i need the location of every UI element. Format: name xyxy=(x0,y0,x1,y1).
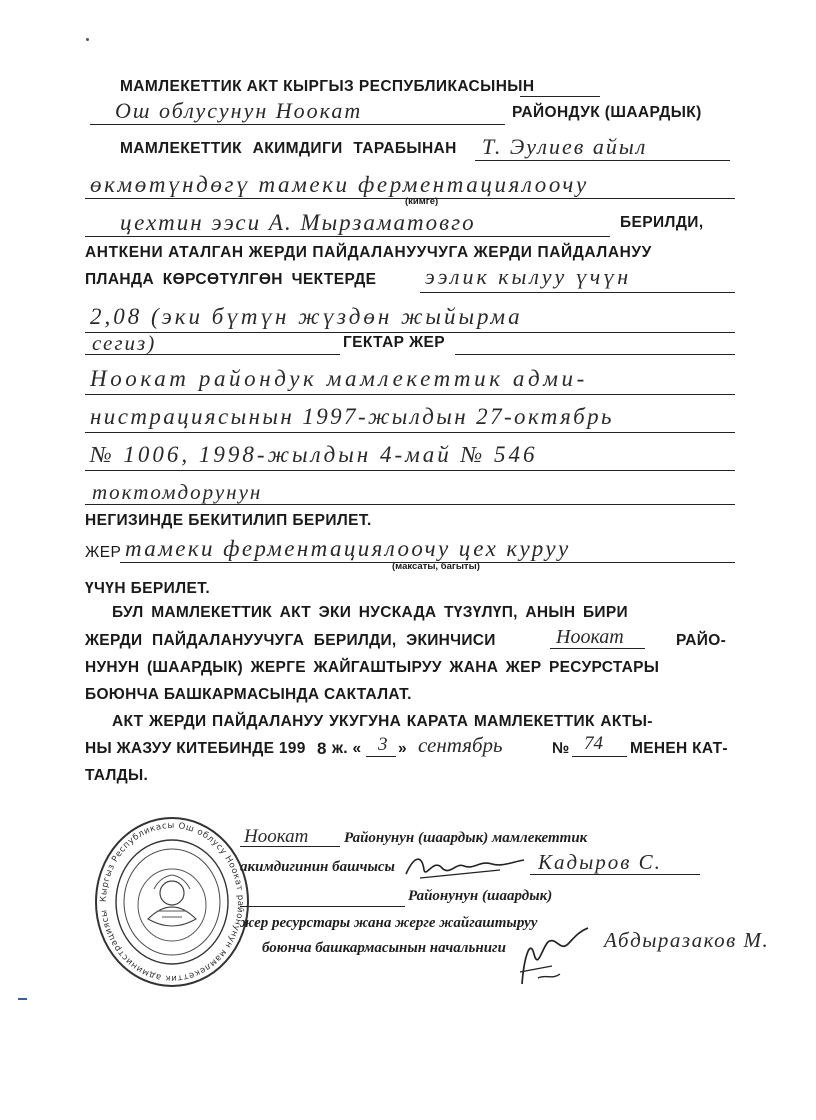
recipient-line2-underline xyxy=(85,236,610,237)
copies-line2a: ЖЕРДИ ПАЙДАЛАНУУЧУГА БЕРИЛДИ, ЭКИНЧИСИ xyxy=(85,632,496,649)
region-underline xyxy=(90,124,505,125)
registration-month-handwritten: сентябрь xyxy=(418,733,503,757)
sig1-handwritten-district: Ноокат xyxy=(244,826,309,847)
svg-text:Кыргыз Республикасы Ош облусу: Кыргыз Республикасы Ош облусу Ноокат районунун мамлекеттик администрациясы xyxy=(98,820,246,984)
sig3-underline xyxy=(240,906,405,907)
registration-day-handwritten: 3 xyxy=(378,734,388,755)
basis-label: НЕГИЗИНДЕ БЕКИТИЛИП БЕРИЛЕТ. xyxy=(85,512,372,529)
land-use-suffix: ҮЧҮН БЕРИЛЕТ. xyxy=(85,580,211,597)
scan-mark-left xyxy=(18,998,27,1000)
copies-line2b: РАЙО- xyxy=(676,632,727,649)
area-handwritten-line1: 2,08 (эки бүтүн жүздөн жыйырма xyxy=(90,304,523,329)
act-title: МАМЛЕКЕТТИК АКТ КЫРГЫЗ РЕСПУБЛИКАСЫНЫН xyxy=(120,78,535,95)
registration-line2b: ж. « xyxy=(332,740,362,757)
hectare-underline xyxy=(455,354,735,355)
land-use-prefix: ЖЕР xyxy=(85,544,122,561)
area-handwritten-line2: сегиз) xyxy=(92,331,157,355)
sig2-underline xyxy=(530,874,700,875)
title-underline xyxy=(520,96,600,97)
purpose-handwritten: ээлик кылуу үчүн xyxy=(425,264,632,289)
sig4-text: жер ресурстары жана жерге жайгаштыруу xyxy=(240,915,538,931)
official-seal xyxy=(92,815,252,990)
chief-signature xyxy=(512,918,602,990)
copies-handwritten-district: Ноокат xyxy=(556,626,624,648)
to-whom-caption: (кимге) xyxy=(405,196,439,207)
region-handwritten: Ош облусунун Ноокат xyxy=(115,98,363,123)
scan-mark-top xyxy=(86,38,89,41)
land-use-handwritten: тамеки ферментациялоочу цех куруу xyxy=(125,536,571,561)
registration-line2d: № xyxy=(552,740,570,757)
sig3-text: Районунун (шаардык) xyxy=(408,888,553,904)
registration-day-underline xyxy=(366,756,396,757)
basis-underline-1 xyxy=(85,394,735,395)
registration-year-digit: 8 xyxy=(317,739,327,758)
basis-underline-2 xyxy=(85,432,735,433)
sig5-name-handwritten: Абдыразаков М. xyxy=(604,928,770,952)
registration-number-underline xyxy=(572,756,627,757)
sig2-name-handwritten: Кадыров С. xyxy=(538,850,662,874)
akim-underline xyxy=(475,160,730,161)
area-underline-2 xyxy=(85,354,340,355)
purpose-text-line1: АНТКЕНИ АТАЛГАН ЖЕРДИ ПАЙДАЛАНУУЧУГА ЖЕРДИ ПАЙДАЛАНУУ xyxy=(85,244,652,261)
basis-handwritten-line3: № 1006, 1998-жылдын 4-май № 546 xyxy=(90,442,538,467)
copies-line1: БУЛ МАМЛЕКЕТТИК АКТ ЭКИ НУСКАДА ТҮЗҮЛҮП, АНЫН БИРИ xyxy=(112,604,628,621)
copies-line4: БОЮНЧА БАШКАРМАСЫНДА САКТАЛАТ. xyxy=(85,686,412,703)
copies-line3: НУНУН (ШААРДЫК) ЖЕРГЕ ЖАЙГАШТЫРУУ ЖАНА ЖЕР РЕСУРСТАРЫ xyxy=(85,659,660,676)
akim-handwritten: Т. Эулиев айыл xyxy=(482,134,648,159)
purpose-underline xyxy=(420,292,735,293)
basis-handwritten-line1: Ноокат райондук мамлекеттик адми- xyxy=(90,366,588,391)
land-use-caption: (максаты, багыты) xyxy=(392,561,480,572)
registration-line3: ТАЛДЫ. xyxy=(85,767,149,784)
basis-handwritten-line4: токтомдорунун xyxy=(92,480,263,504)
sig1-text: Районунун (шаардык) мамлекеттик xyxy=(344,830,588,846)
hectare-label: ГЕКТАР ЖЕР xyxy=(343,334,445,351)
area-underline-1 xyxy=(85,332,735,333)
registration-number-handwritten: 74 xyxy=(584,733,603,754)
region-label: РАЙОНДУК (ШААРДЫК) xyxy=(512,104,702,121)
sig5-text: боюнча башкармасынын начальниги xyxy=(262,940,506,956)
basis-handwritten-line2: нистрациясынын 1997-жылдын 27-октябрь xyxy=(90,404,614,429)
recipient-line2-handwritten: цехтин ээси А. Мырзаматовго xyxy=(120,210,476,235)
akim-label: МАМЛЕКЕТТИК АКИМДИГИ ТАРАБЫНАН xyxy=(120,140,457,157)
akim-signature xyxy=(400,848,530,884)
basis-underline-3 xyxy=(85,470,735,471)
sig2-text: акимдигинин башчысы xyxy=(240,859,395,875)
registration-line2e: МЕНЕН КАТ- xyxy=(630,740,728,757)
purpose-text-line2: ПЛАНДА КӨРСӨТҮЛГӨН ЧЕКТЕРДЕ xyxy=(85,271,377,288)
registration-line1: АКТ ЖЕРДИ ПАЙДАЛАНУУ УКУГУНА КАРАТА МАМЛЕКЕТТИК АКТЫ- xyxy=(112,713,653,730)
sig1-underline xyxy=(240,846,340,847)
given-label: БЕРИЛДИ, xyxy=(620,214,704,231)
registration-line2a: НЫ ЖАЗУУ КИТЕБИНДЕ 199 xyxy=(85,740,306,757)
registration-line2c: » xyxy=(398,740,407,757)
copies-underline xyxy=(550,648,645,649)
recipient-line1-handwritten: өкмөтүндөгү тамеки ферментациялоочу xyxy=(90,172,589,197)
basis-underline-4 xyxy=(85,504,735,505)
